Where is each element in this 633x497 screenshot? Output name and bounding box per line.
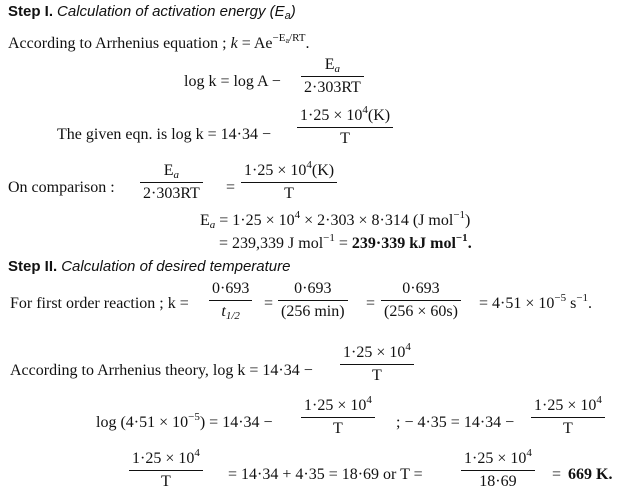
final-equals: = bbox=[552, 466, 562, 483]
ea-answer: 239·339 kJ mol$^{-1}$. bbox=[351, 232, 472, 252]
arrhenius-equation-line: According to Arrhenius equation ; $k = Ae^{-E_a/RT}$. bbox=[8, 32, 310, 52]
given-equation-lhs: The given eqn. is log k = 14·34 − bbox=[57, 126, 272, 143]
step2-title: Calculation of desired temperature bbox=[61, 258, 291, 275]
given-equation-fraction: $\frac{1\cdot 25 \times 10^4(K)}{T}$ bbox=[297, 108, 393, 148]
final-fraction-2: $\frac{1\cdot 25 \times 10^4}{18\cdot 69}$ bbox=[461, 451, 535, 491]
rate-fraction-3: $\frac{0\cdot 693}{(256 \times 60s)}$ bbox=[381, 281, 461, 321]
step2-heading bbox=[8, 259, 290, 275]
rate-fraction-2: 0·693 (256 min) bbox=[278, 281, 348, 321]
log-substitution-mid: ; − 4·35 = 14·34 − bbox=[396, 414, 515, 431]
step2-label: Step II. bbox=[8, 258, 58, 275]
comparison-rhs-fraction: $\frac{1\cdot 25 \times 10^4(K)}{T}$ bbox=[241, 163, 337, 203]
final-mid: = 14·34 + 4·35 = 18·69 or T = bbox=[228, 466, 423, 483]
rate-result: = $4\cdot 51 \times 10^{-5}$ $s^{-1}$. bbox=[479, 292, 593, 312]
step1-title: Calculation of activation energy $(E_a)$ bbox=[57, 3, 296, 22]
step1-label: Step I. bbox=[8, 3, 54, 20]
rate-equals-1: = bbox=[264, 295, 274, 312]
ea-over-rt-fraction: $\frac{E_a}{2\cdot 303RT}$ bbox=[301, 57, 364, 97]
ea-calculation-line: $E_a = 1\cdot 25 \times 10^4 \times 2\cdot 303 \times 8\cdot 314$ (J mol$^{-1}$) bbox=[200, 209, 471, 231]
ea-result-line: = 239,339 J mol$^{-1}$ = 239·339 kJ mol$^{-1}$. bbox=[219, 232, 472, 252]
comparison-equals: = bbox=[226, 179, 236, 196]
rate-fraction-1: $\frac{0\cdot 693}{t_{1/2}}$ bbox=[209, 281, 252, 321]
arrhenius-theory-fraction: $\frac{1\cdot 25 \times 10^4}{T}$ bbox=[340, 345, 414, 385]
final-fraction-1: $\frac{1\cdot 25 \times 10^4}{T}$ bbox=[129, 451, 203, 491]
final-answer: 669 K. bbox=[568, 466, 613, 483]
log-fraction-1: $\frac{1\cdot 25 \times 10^4}{T}$ bbox=[301, 398, 375, 438]
step1-heading bbox=[8, 4, 296, 20]
rate-equals-2: = bbox=[366, 295, 376, 312]
comparison-label: On comparison : bbox=[8, 179, 115, 196]
log-substitution-lhs: $\log (4\cdot 51 \times 10^{-5}) = 14\cdot 34$ − bbox=[96, 411, 273, 431]
first-order-lhs: For first order reaction ; k = bbox=[10, 295, 189, 312]
arrhenius-theory-lhs: According to Arrhenius theory, log k = 14·34 − bbox=[10, 362, 313, 379]
comparison-lhs-fraction: $\frac{E_a}{2\cdot 303RT}$ bbox=[140, 163, 203, 203]
log-fraction-2: $\frac{1\cdot 25 \times 10^4}{T}$ bbox=[531, 398, 605, 438]
log-form-lhs: log k = log A − bbox=[184, 73, 281, 90]
